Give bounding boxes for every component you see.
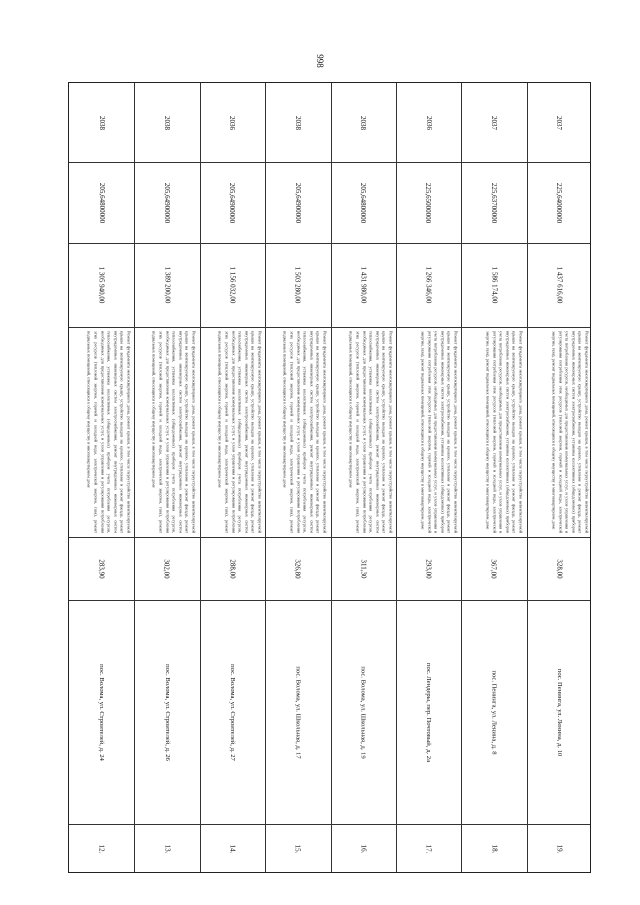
cost-text: 1 431 980,00: [359, 266, 368, 304]
cell-cost: [528, 244, 591, 326]
cell-year: [201, 84, 264, 161]
num-text: 19.: [555, 844, 564, 854]
cell-num: [332, 825, 395, 873]
cost-text: 1 503 280,00: [293, 266, 302, 304]
rate-text: 205,64800000: [97, 182, 106, 223]
cell-works: [397, 328, 460, 536]
works-text: Ремонт фундамента многоквартирного дома, ремонт крыши, в том числе переустройство невентилируемой крыши на вентилируемую крышу, устройство выходов на кровлю, утепление и ремонт фасада, ремонт внутридомовых инженерных систем электроснабжения, установка коллективных (общедомовых) приборов учета потребления ресурсов, необходимых для предоставления коммунальных услуг, и узлов управления и регулирования потребления этих ресурсов (тепловой энергии, горячей и холодной воды, электрической энергии, газа), ремонт подвальных помещений, относящихся к общему имуществу в многоквартирном доме: [420, 331, 459, 533]
cell-works: [462, 328, 525, 536]
area-text: 293,00: [424, 558, 433, 579]
works-text: Ремонт фундамента многоквартирного дома, ремонт крыши, в том числе переустройство невентилируемой крыши на вентилируемую крышу, устройство выходов на кровлю, утепление и ремонт фасада, ремонт внутридомовых инженерных систем электроснабжения, установка коллективных (общедомовых) приборов учета потребления ресурсов, необходимых для предоставления коммунальных услуг, и узлов управления и регулирования потребления этих ресурсов (тепловой энергии, горячей и холодной воды, электрической энергии, газа), ремонт подвальных помещений, относящихся к общему имуществу в многоквартирном доме: [551, 331, 589, 533]
area-text: 367,00: [489, 558, 498, 579]
cost-text: 1 586 174,00: [489, 266, 498, 304]
address-text: пос. Лендеры, пер. Почтовый, д. 2а: [425, 662, 433, 762]
rate-text: 205,64800000: [359, 182, 368, 223]
cell-year: [462, 84, 525, 161]
year-text: 2038: [97, 115, 106, 130]
address-text: пос. Волома, ул. Школьная, д. 17: [294, 665, 302, 759]
cell-address: [70, 601, 133, 823]
cell-cost: [135, 244, 198, 326]
rate-text: 225,64000000: [555, 182, 564, 223]
cell-area: [135, 538, 198, 599]
works-text: Ремонт фундамента многоквартирного дома, ремонт крыши, в том числе переустройство невентилируемой крыши на вентилируемую крышу, устройство выходов на кровлю, утепление и ремонт фасада, ремонт внутридомовых инженерных систем электроснабжения, ремонт внутридомовых инженерных систем теплоснабжения, установка коллективных (общедомовых) приборов учета потребления ресурсов, необходимых для предоставления коммунальных услуг, и узлов управления и регулирования потребления этих ресурсов (тепловой энергии, горячей и холодной воды, электрической энергии, газа), ремонт подвальных помещений, относящихся к общему имуществу в многоквартирном доме: [152, 331, 197, 533]
address-text: пос. Волома, ул. Строителей, д. 26: [163, 663, 171, 761]
page-number-text: 998: [315, 54, 325, 68]
cell-works: [266, 328, 329, 536]
works-text: Ремонт фундамента многоквартирного дома, ремонт крыши, в том числе переустройство невентилируемой крыши на вентилируемую крышу, устройство выходов на кровлю, утепление и ремонт фасада, ремонт внутридомовых инженерных систем электроснабжения, ремонт внутридомовых инженерных систем теплоснабжения, установка коллективных (общедомовых) приборов учета потребления ресурсов, необходимых для предоставления коммунальных услуг, и узлов управления и регулирования потребления этих ресурсов (тепловой энергии, горячей и холодной воды, электрической энергии, газа), ремонт подвальных помещений, относящихся к общему имуществу в многоквартирном доме: [282, 331, 328, 533]
area-text: 311,30: [359, 559, 368, 578]
area-text: 288,00: [228, 558, 237, 579]
cell-num: [266, 825, 329, 873]
cell-rate: [135, 163, 198, 242]
cell-rate: [462, 163, 525, 242]
cell-works: [332, 328, 395, 536]
cell-address: [135, 601, 198, 823]
cell-works: [70, 328, 133, 536]
works-text: Ремонт фундамента многоквартирного дома, ремонт крыши, в том числе переустройство невентилируемой крыши на вентилируемую крышу, устройство выходов на кровлю, утепление и ремонт фасада, ремонт внутридомовых инженерных систем электроснабжения, установка коллективных (общедомовых) приборов учета потребления ресурсов, необходимых для предоставления коммунальных услуг, и узлов управления и регулирования потребления этих ресурсов (тепловой энергии, горячей и холодной воды, электрической энергии, газа), ремонт подвальных помещений, относящихся к общему имуществу в многоквартирном доме: [485, 331, 524, 533]
cell-num: [70, 825, 133, 873]
cell-cost: [332, 244, 395, 326]
rate-text: 225,63700000: [489, 182, 498, 223]
area-text: 328,00: [555, 558, 564, 579]
cell-cost: [70, 244, 133, 326]
cell-address: [332, 601, 395, 823]
year-text: 2036: [228, 115, 237, 130]
cell-rate: [70, 163, 133, 242]
address-text: пос. Волома, ул. Школьная, д. 19: [359, 665, 367, 759]
cost-text: 1 266 346,00: [424, 266, 433, 304]
cell-area: [528, 538, 591, 599]
rate-text: 205,64900000: [228, 182, 237, 223]
year-text: 2038: [293, 115, 302, 130]
cell-num: [528, 825, 591, 873]
cell-area: [70, 538, 133, 599]
cell-year: [70, 84, 133, 161]
num-text: 13.: [163, 844, 172, 854]
cell-year: [528, 84, 591, 161]
cell-rate: [528, 163, 591, 242]
cell-cost: [201, 244, 264, 326]
num-text: 18.: [489, 844, 498, 854]
cell-area: [201, 538, 264, 599]
rate-text: 205,64900000: [163, 182, 172, 223]
num-text: 17.: [424, 844, 433, 854]
address-text: пос. Пенинга, ул. Ленина, д. 10: [555, 668, 563, 756]
cell-works: [135, 328, 198, 536]
cost-text: 1 156 032,00: [228, 266, 237, 304]
cell-address: [397, 601, 460, 823]
cell-address: [201, 601, 264, 823]
rate-text: 225,65000000: [424, 182, 433, 223]
cell-year: [397, 84, 460, 161]
cell-works: [528, 328, 591, 536]
cell-cost: [266, 244, 329, 326]
cell-address: [462, 601, 525, 823]
cell-num: [462, 825, 525, 873]
year-text: 2036: [424, 115, 433, 130]
rate-text: 205,64900000: [293, 182, 302, 223]
cell-cost: [462, 244, 525, 326]
area-text: 283,90: [97, 558, 106, 579]
cell-area: [332, 538, 395, 599]
cost-text: 1 389 200,00: [163, 266, 172, 304]
works-text: Ремонт фундамента многоквартирного дома, ремонт крыши, в том числе переустройство невентилируемой крыши на вентилируемую крышу, устройство выходов на кровлю, утепление и ремонт фасада, ремонт внутридомовых инженерных систем электроснабжения, ремонт внутридомовых инженерных систем теплоснабжения, установка коллективных (общедомовых) приборов учета потребления ресурсов, необходимых для предоставления коммунальных услуг, и узлов управления и регулирования потребления этих ресурсов (тепловой энергии, горячей и холодной воды, электрической энергии, газа), ремонт подвальных помещений, относящихся к общему имуществу в многоквартирном доме: [217, 331, 263, 533]
cell-area: [266, 538, 329, 599]
page-number: [310, 44, 330, 78]
cell-num: [201, 825, 264, 873]
address-text: пос. Пенинга, ул. Ленина, д. 8: [490, 669, 498, 755]
address-text: пос. Волома, ул. Строителей, д. 24: [98, 663, 106, 761]
num-text: 14.: [228, 844, 237, 854]
year-text: 2038: [163, 115, 172, 130]
works-text: Ремонт фундамента многоквартирного дома, ремонт крыши, в том числе переустройство невентилируемой крыши на вентилируемую крышу, устройство выходов на кровлю, утепление и ремонт фасада, ремонт внутридомовых инженерных систем электроснабжения, ремонт внутридомовых инженерных систем теплоснабжения, установка коллективных (общедомовых) приборов учета потребления ресурсов, необходимых для предоставления коммунальных услуг, и узлов управления и регулирования потребления этих ресурсов (тепловой энергии, горячей и холодной воды, электрической энергии, газа), ремонт подвальных помещений, относящихся к общему имуществу в многоквартирном доме: [348, 331, 393, 533]
cell-rate: [397, 163, 460, 242]
num-text: 16.: [359, 844, 368, 854]
area-text: 302,00: [163, 558, 172, 579]
cell-year: [266, 84, 329, 161]
cell-address: [266, 601, 329, 823]
num-text: 15.: [293, 844, 302, 854]
cell-address: [528, 601, 591, 823]
cell-rate: [266, 163, 329, 242]
works-text: Ремонт фундамента многоквартирного дома, ремонт крыши, в том числе переустройство невентилируемой крыши на вентилируемую крышу, устройство выходов на кровлю, утепление и ремонт фасада, ремонт внутридомовых инженерных систем электроснабжения, ремонт внутридомовых инженерных систем теплоснабжения, установка коллективных (общедомовых) приборов учета потребления ресурсов, необходимых для предоставления коммунальных услуг, и узлов управления и регулирования потребления этих ресурсов (тепловой энергии, горячей и холодной воды, электрической энергии, газа), ремонт подвальных помещений, относящихся к общему имуществу в многоквартирном доме: [86, 331, 132, 533]
cell-works: [201, 328, 264, 536]
cell-cost: [397, 244, 460, 326]
cell-num: [397, 825, 460, 873]
cell-year: [135, 84, 198, 161]
cost-text: 1 437 616,00: [555, 266, 564, 304]
address-text: пос. Волома, ул. Строителей, д. 27: [228, 663, 236, 761]
cell-year: [332, 84, 395, 161]
year-text: 2038: [359, 115, 368, 130]
cell-area: [397, 538, 460, 599]
year-text: 2037: [489, 115, 498, 130]
num-text: 12.: [97, 844, 106, 854]
cell-num: [135, 825, 198, 873]
year-text: 2037: [555, 115, 564, 130]
cell-rate: [332, 163, 395, 242]
area-text: 326,80: [293, 558, 302, 579]
cost-text: 1 305 940,00: [97, 266, 106, 304]
capital-repair-table: [68, 82, 591, 873]
cell-rate: [201, 163, 264, 242]
cell-area: [462, 538, 525, 599]
